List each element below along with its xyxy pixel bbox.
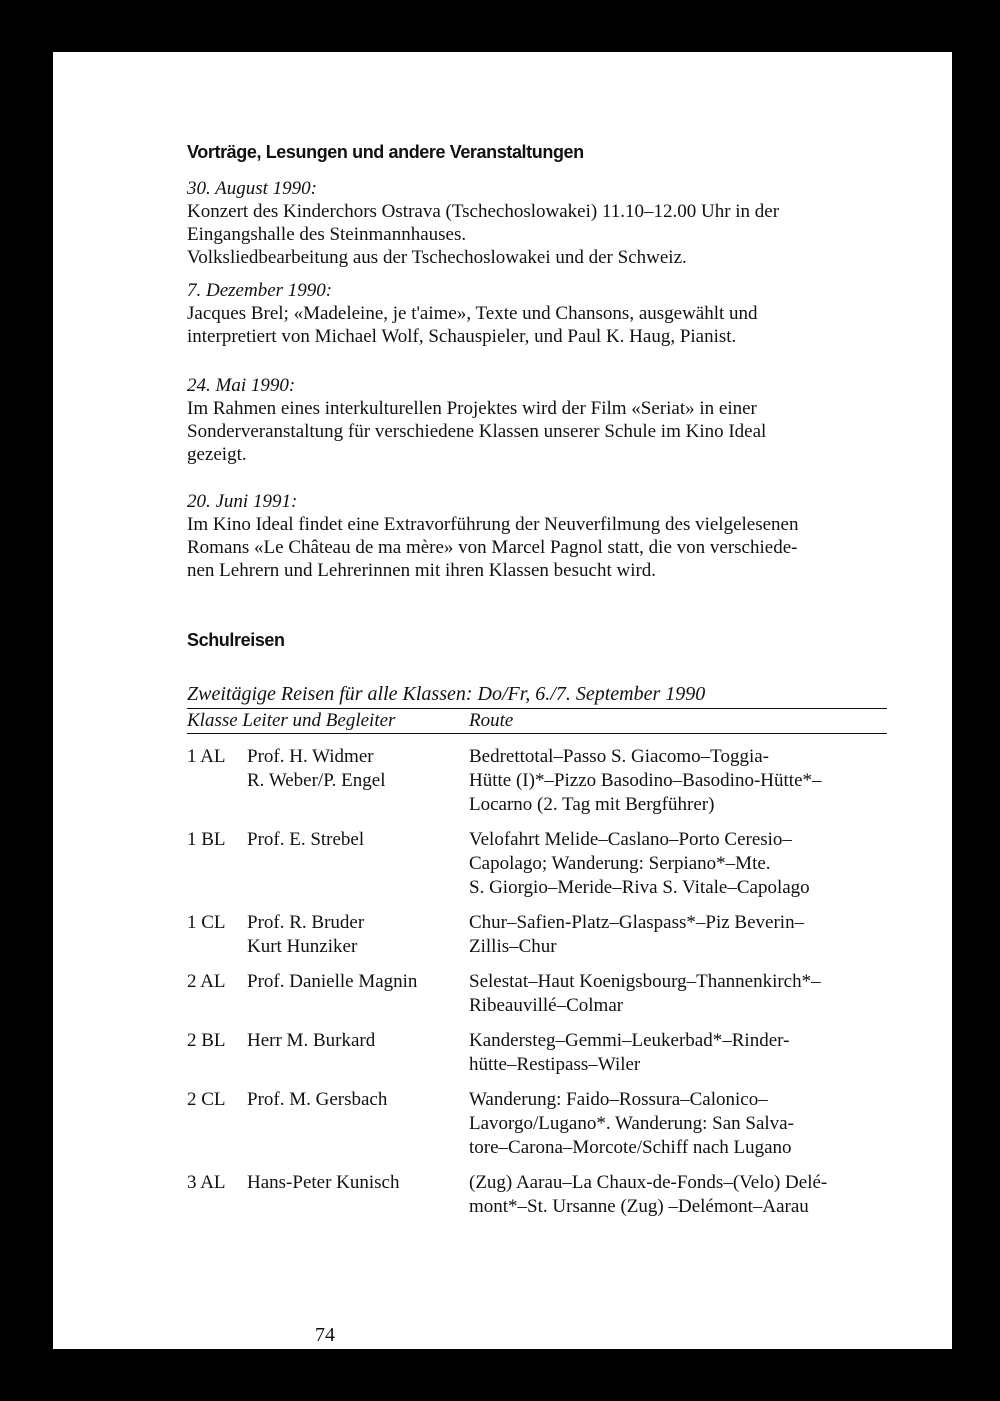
class-code: 3 AL (187, 1172, 226, 1193)
class-code: 2 BL (187, 1030, 226, 1051)
class-code: 1 AL (187, 746, 226, 767)
text-line: Romans «Le Château de ma mère» von Marcel Pagnol statt, die von verschiede- (187, 537, 798, 558)
table-header (187, 709, 887, 734)
class-code: 1 CL (187, 912, 226, 933)
text-line: interpretiert von Michael Wolf, Schauspieler, und Paul K. Haug, Pianist. (187, 326, 737, 347)
leader-name: Prof. H. Widmer (247, 746, 374, 767)
text-line: Jacques Brel; «Madeleine, je t'aime», Texte und Chansons, ausgewählt und (187, 303, 758, 324)
route-line: Hütte (I)*–Pizzo Basodino–Basodino-Hütte*– (469, 770, 822, 791)
leader-name: Kurt Hunziker (247, 936, 358, 957)
event-entry (187, 491, 887, 582)
leader-name: Hans-Peter Kunisch (247, 1172, 400, 1193)
route-line: mont*–St. Ursanne (Zug) –Delémont–Aarau (469, 1196, 809, 1217)
route-line: Kandersteg–Gemmi–Leukerbad*–Rinder- (469, 1030, 790, 1051)
route-line: Capolago; Wanderung: Serpiano*–Mte. (469, 853, 771, 874)
event-entry (187, 375, 887, 466)
table-row (187, 1171, 887, 1219)
route-line: Zillis–Chur (469, 936, 557, 957)
text-line: Im Kino Ideal findet eine Extravorführung der Neuverfilmung des vielgelesenen (187, 514, 799, 535)
route-line: tore–Carona–Morcote/Schiff nach Lugano (469, 1137, 792, 1158)
route-line: S. Giorgio–Meride–Riva S. Vitale–Capolago (469, 877, 810, 898)
leader-name: Prof. R. Bruder (247, 912, 365, 933)
text-line: Sonderveranstaltung für verschiedene Klassen unserer Schule im Kino Ideal (187, 421, 767, 442)
text-line: Volksliedbearbeitung aus der Tschechoslowakei und der Schweiz. (187, 247, 687, 268)
route (469, 828, 887, 900)
class-code: 2 AL (187, 971, 226, 992)
event-date: 7. Dezember 1990: (187, 280, 333, 301)
section-heading-events: Vorträge, Lesungen und andere Veranstaltungen (187, 142, 584, 162)
leaders (247, 970, 457, 994)
leader-name: Herr M. Burkard (247, 1030, 376, 1051)
leaders (247, 1029, 457, 1053)
event-entry (187, 280, 887, 348)
route (469, 1171, 887, 1219)
leaders (247, 911, 457, 959)
event-description (187, 397, 887, 466)
table-row (187, 1029, 887, 1077)
leader-name: Prof. M. Gersbach (247, 1089, 388, 1110)
table-row (187, 970, 887, 1018)
route-line: Ribeauvillé–Colmar (469, 995, 624, 1016)
leaders (247, 745, 457, 793)
table-row (187, 911, 887, 959)
page-number: 74 (315, 1324, 335, 1346)
table-row (187, 1088, 887, 1160)
route-line: Bedrettotal–Passo S. Giacomo–Toggia- (469, 746, 769, 767)
route-line: Lavorgo/Lugano*. Wanderung: San Salva- (469, 1113, 794, 1134)
class-code: 1 BL (187, 829, 226, 850)
event-entry (187, 178, 887, 269)
leader-name: Prof. Danielle Magnin (247, 971, 418, 992)
leader-name: Prof. E. Strebel (247, 829, 365, 850)
text-line: Im Rahmen eines interkulturellen Projektes wird der Film «Seriat» in einer (187, 398, 757, 419)
column-header-route: Route (469, 710, 514, 731)
leader-name: R. Weber/P. Engel (247, 770, 386, 791)
event-description (187, 513, 887, 582)
table-row (187, 745, 887, 817)
route (469, 745, 887, 817)
route-line: Selestat–Haut Koenigsbourg–Thannenkirch*– (469, 971, 821, 992)
leaders (247, 1171, 457, 1195)
text-line: Eingangshalle des Steinmannhauses. (187, 224, 467, 245)
document-page (53, 52, 952, 1349)
text-line: Konzert des Kinderchors Ostrava (Tschechoslowakei) 11.10–12.00 Uhr in der (187, 201, 780, 222)
event-date: 24. Mai 1990: (187, 375, 296, 396)
class-code: 2 CL (187, 1089, 226, 1110)
table-row (187, 828, 887, 900)
route-line: (Zug) Aarau–La Chaux-de-Fonds–(Velo) Delé- (469, 1172, 828, 1193)
event-date: 20. Juni 1991: (187, 491, 298, 512)
event-date: 30. August 1990: (187, 178, 318, 199)
route-line: Velofahrt Melide–Caslano–Porto Ceresio– (469, 829, 792, 850)
trips-subtitle: Zweitägige Reisen für alle Klassen: Do/Fr, 6./7. September 1990 (187, 683, 887, 709)
route (469, 1088, 887, 1160)
event-description (187, 302, 887, 348)
route-line: Chur–Safien-Platz–Glaspass*–Piz Beverin– (469, 912, 805, 933)
section-heading-schulreisen: Schulreisen (187, 630, 285, 650)
leaders (247, 1088, 457, 1112)
trips-table (187, 745, 887, 1230)
route-line: Wanderung: Faido–Rossura–Calonico– (469, 1089, 768, 1110)
leaders (247, 828, 457, 852)
text-line: nen Lehrern und Lehrerinnen mit ihren Klassen besucht wird. (187, 560, 657, 581)
route-line: hütte–Restipass–Wiler (469, 1054, 641, 1075)
route (469, 911, 887, 959)
text-line: gezeigt. (187, 444, 247, 465)
column-header-klasse-leiter: Klasse Leiter und Begleiter (187, 710, 396, 731)
route (469, 970, 887, 1018)
event-description (187, 200, 887, 269)
route (469, 1029, 887, 1077)
route-line: Locarno (2. Tag mit Bergführer) (469, 794, 715, 815)
